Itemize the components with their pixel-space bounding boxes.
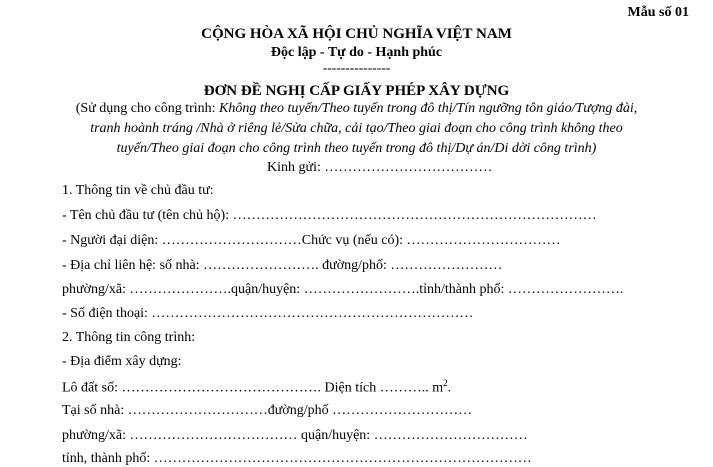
subtitle-line1: Không theo tuyến/Theo tuyến trong đô thị/Tín ngưỡng tôn giáo/Tượng đài, (219, 101, 638, 116)
lot-area-text: Lô đất số: ……………………………………. Diện tích ……….. m (62, 380, 444, 396)
addressee-line: Kinh gửi: ……………………………… (267, 160, 493, 175)
ward-district-field: phường/xã: ……………………………… quận/huyện: …………………………… (62, 428, 528, 443)
city-field: tỉnh, thành phố: ……………………………………………………………………… (62, 451, 532, 466)
lot-area-field (62, 378, 451, 397)
subtitle-prefix: (Sử dụng cho công trình: (75, 101, 220, 116)
form-title: ĐƠN ĐỀ NGHỊ CẤP GIẤY PHÉP XÂY DỰNG (203, 83, 510, 99)
subtitle-line3: tuyến/Theo giai đoạn cho công trình theo tuyến trong đô thị/Dự án/Di dời công trình) (116, 141, 597, 156)
header-separator: --------------- (322, 60, 391, 75)
country-header: CỘNG HÒA XÃ HỘI CHỦ NGHĨA VIỆT NAM (201, 26, 512, 42)
motto: Độc lập - Tự do - Hạnh phúc (270, 45, 443, 60)
owner-name-field: - Tên chủ đầu tư (tên chủ hộ): …………………………………………………………………… (62, 208, 597, 223)
contact-address-field: - Địa chỉ liên hệ: số nhà: ……………………. đường/phố: …………………… (62, 258, 503, 273)
form-number: Mẫu số 01 (627, 5, 689, 20)
house-street-field: Tại số nhà: …………………………đường/phố ………………………… (62, 403, 473, 418)
phone-field: - Số điện thoại: …………………………………………………………… (62, 306, 474, 321)
construction-location-label: - Địa điểm xây dựng: (62, 354, 182, 369)
area-unit-superscript: 2 (443, 378, 448, 388)
section1-heading: 1. Thông tin về chủ đầu tư: (62, 183, 214, 198)
section2-heading: 2. Thông tin công trình: (62, 330, 196, 345)
subtitle (20, 99, 693, 159)
lot-area-end: . (447, 380, 452, 396)
representative-field: - Người đại diện: …………………………Chức vụ (nếu có): …………………………… (62, 233, 561, 248)
ward-district-province-field: phường/xã: ………………….quận/huyện: …………………….tỉnh/thành phố: ……………………. (62, 282, 624, 297)
subtitle-line2: tranh hoành tráng /Nhà ở riêng lẻ/Sửa chữa, cải tạo/Theo giai đoạn cho công trình không theo (90, 121, 623, 136)
